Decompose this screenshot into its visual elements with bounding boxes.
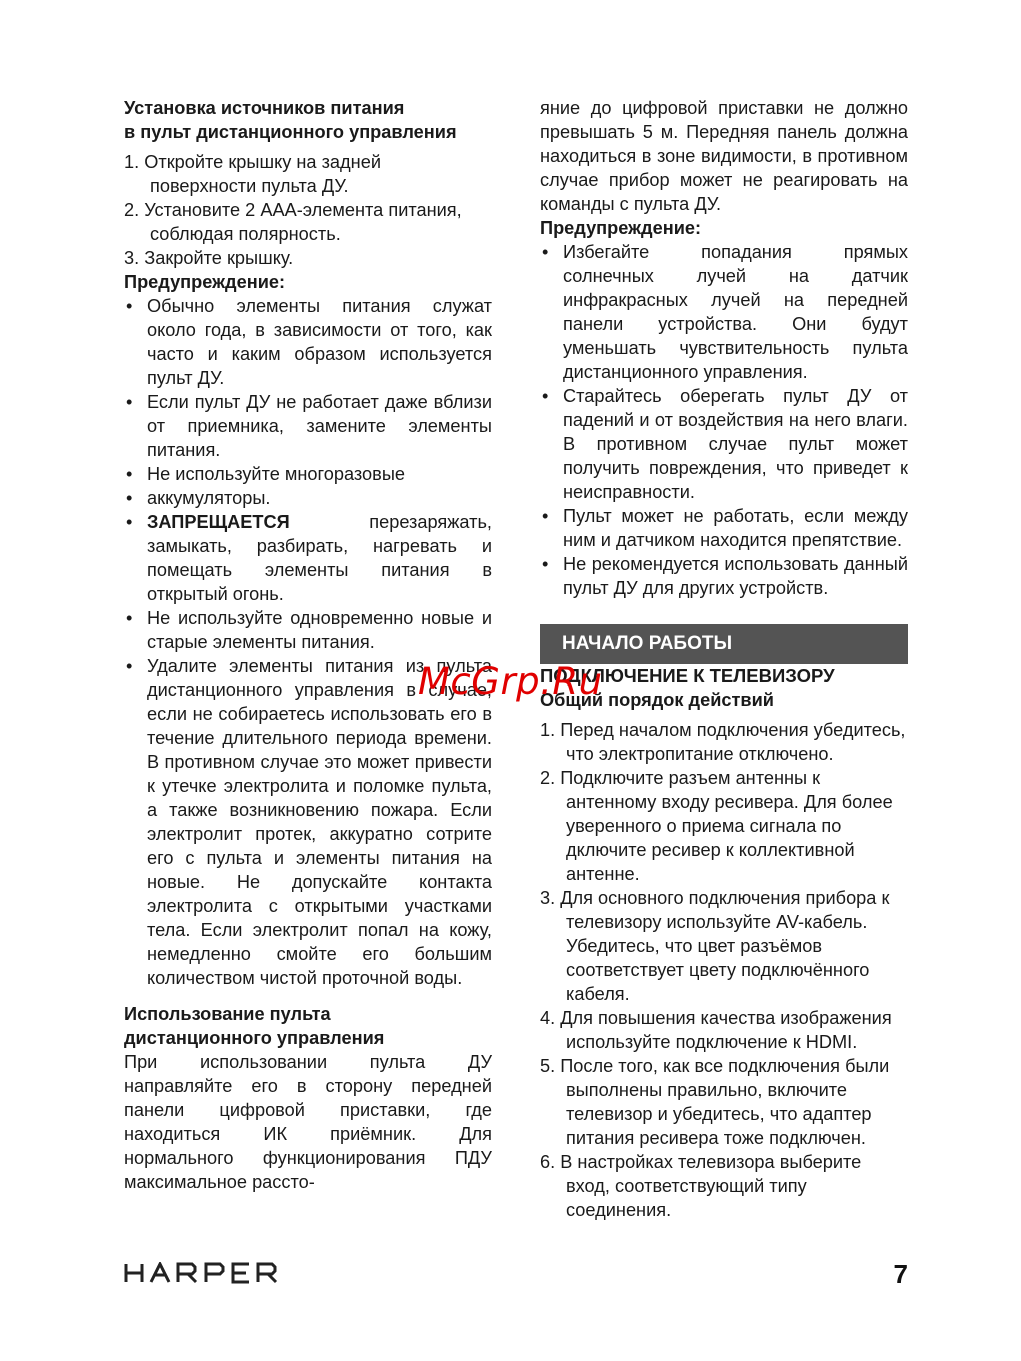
bullet-icon: • bbox=[542, 386, 549, 406]
connection-step-1: 1. Перед началом подключения убедитесь, что электропитание отключено. bbox=[540, 720, 906, 764]
connection-step-3: 3. Для основного подключения прибора к телевизору используйте AV-кабель. Убедитесь, что цвет разъёмов соответствует цвету подключённого кабеля. bbox=[540, 888, 890, 1004]
bullet-icon: • bbox=[542, 242, 549, 262]
section-banner: НАЧАЛО РАБОТЫ bbox=[540, 624, 908, 664]
list-item: • Старайтесь оберегать пульт ДУ от падений и от воздействия на него влаги. В противном случае пульт может получить повреждения, что приведет к неисправности. bbox=[542, 386, 908, 502]
bullet-icon: • bbox=[126, 608, 133, 628]
list-item: • Не рекомендуется использовать данный пульт ДУ для других устройств. bbox=[542, 554, 908, 598]
continued-paragraph: яние до цифровой приставки не должно превышать 5 м. Передняя панель должна находиться в зоне видимости, в противном случае прибор может не реагировать на команды с пульта ДУ. bbox=[540, 98, 908, 214]
general-heading: Общий порядок действий bbox=[540, 690, 774, 710]
list-item: • Пульт может не работать, если между ним и датчиком находится препятствие. bbox=[542, 506, 908, 550]
page-number: 7 bbox=[893, 1259, 908, 1289]
list-item: • Удалите элементы питания из пульта дистанционного управления в случае, если не собираетесь использовать его в течение длительного периода времени. В противном случае это может привести к утечке электролита и поломке пульта, а также возникновению пожара. Если электролит протек, аккуратно сотрите его с пульта и элементы питания на новые. Не допускайте контакта электролита с открытыми участками тела. Если электролит попал на кожу, немедленно смойте его большим количеством чистой проточной воды. bbox=[126, 656, 492, 988]
forbidden-word: ЗАПРЕЩАЕТСЯ bbox=[147, 512, 290, 532]
warning-heading-left: Предупреждение: bbox=[124, 272, 286, 292]
bullet-icon: • bbox=[126, 656, 133, 676]
install-heading-line-2: в пульт дистанционного управления bbox=[124, 122, 457, 142]
use-heading-line-1: Использование пульта bbox=[124, 1004, 331, 1024]
list-item: • аккумуляторы. bbox=[126, 488, 271, 508]
harper-logo bbox=[124, 1262, 284, 1289]
connection-step-5: 5. После того, как все подключения были выполнены правильно, включите телевизор и убедитесь, что адаптер питания ресивера тоже подключен. bbox=[540, 1056, 890, 1148]
connection-step-6: 6. В настройках телевизора выберите вход, соответствующий типу соединения. bbox=[540, 1152, 862, 1220]
list-item: • ЗАПРЕЩАЕТСЯ перезаряжать, замыкать, разбирать, нагревать и помещать элементы питания в открытый огонь. bbox=[126, 512, 492, 604]
bullet-icon: • bbox=[126, 464, 133, 484]
right-column bbox=[540, 96, 908, 1222]
bullet-icon: • bbox=[126, 392, 133, 412]
install-step-2: 2. Установите 2 ААА-элемента питания, соблюдая полярность. bbox=[124, 200, 462, 244]
bullet-icon: • bbox=[126, 296, 133, 316]
install-step-1: 1. Откройте крышку на задней поверхности пульта ДУ. bbox=[124, 152, 381, 196]
warning-heading-right: Предупреждение: bbox=[540, 218, 702, 238]
install-heading-line-1: Установка источников питания bbox=[124, 98, 405, 118]
bullet-icon: • bbox=[542, 506, 549, 526]
harper-logo-graphic bbox=[124, 1262, 284, 1284]
warning-list-right bbox=[540, 240, 908, 600]
left-column bbox=[124, 96, 492, 1194]
watermark: McGrp.Ru bbox=[418, 660, 603, 703]
use-paragraph: При использовании пульта ДУ направляйте его в сторону передней панели цифровой приставки, где находиться ИК приёмник. Для нормального функционирования ПДУ максимальное рассто- bbox=[124, 1052, 492, 1192]
bullet-icon: • bbox=[126, 488, 133, 508]
list-item: • Не используйте многоразовые bbox=[126, 464, 406, 484]
install-step-3: 3. Закройте крышку. bbox=[124, 248, 294, 268]
connection-steps bbox=[540, 718, 908, 1222]
bullet-icon: • bbox=[126, 512, 133, 532]
connection-step-4: 4. Для повышения качества изображения используйте подключение к HDMI. bbox=[540, 1008, 892, 1052]
use-heading-line-2: дистанционного управления bbox=[124, 1028, 385, 1048]
connection-step-2: 2. Подключите разъем антенны к антенному входу ресивера. Для более уверенного о приема сигнала по дключите ресивер к коллективной антенне. bbox=[540, 768, 893, 884]
list-item: • Если пульт ДУ не работает даже вблизи от приемника, замените элементы питания. bbox=[126, 392, 492, 460]
list-item: • Обычно элементы питания служат около года, в зависимости от того, как часто и каким образом используется пульт ДУ. bbox=[126, 296, 492, 388]
warning-list-left bbox=[124, 294, 492, 990]
list-item: • Не используйте одновременно новые и старые элементы питания. bbox=[126, 608, 492, 652]
bullet-icon: • bbox=[542, 554, 549, 574]
list-item: • Избегайте попадания прямых солнечных лучей на датчик инфракрасных лучей на передней панели устройства. Они будут уменьшать чувствительность пульта дистанционного управления. bbox=[542, 242, 908, 382]
connection-title: ПОДКЛЮЧЕНИЕ К ТЕЛЕВИЗОРУ bbox=[540, 665, 835, 686]
